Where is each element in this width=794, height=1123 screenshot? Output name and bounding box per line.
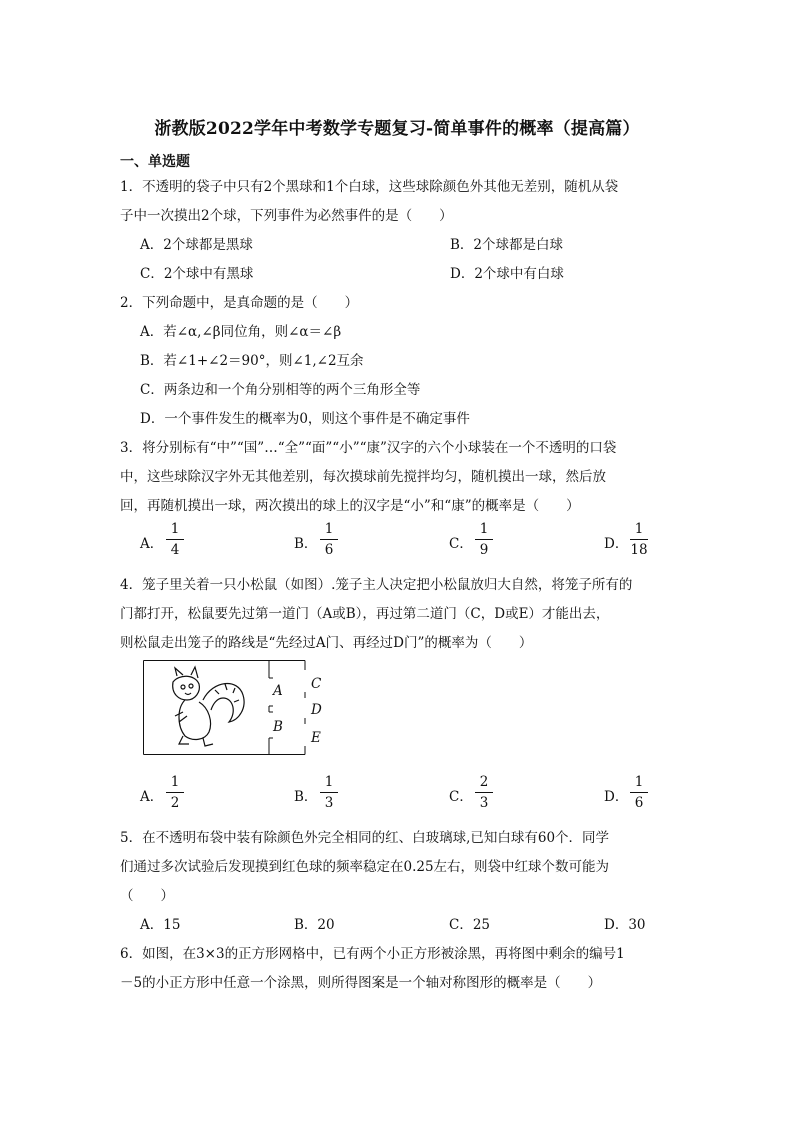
q1-option-a: A．2个球都是黑球 bbox=[140, 237, 253, 253]
q1-option-c: C．2个球中有黑球 bbox=[140, 266, 254, 282]
q4-stem-line3: 则松鼠走出笼子的路线是“先经过A门、再经过D门”的概率为（ ） bbox=[120, 635, 533, 651]
option-label: D． bbox=[604, 789, 629, 805]
fraction bbox=[475, 773, 493, 812]
fraction-bar bbox=[320, 792, 338, 793]
fraction-bar bbox=[320, 539, 338, 540]
fraction-numerator: 1 bbox=[170, 521, 180, 537]
door-label-b: B bbox=[273, 719, 283, 735]
q5-stem-line2: 们通过多次试验后发现摸到红色球的频率稳定在0.25左右，则袋中红球个数可能为 bbox=[120, 859, 610, 875]
fraction-denominator: 3 bbox=[479, 795, 489, 811]
fraction-bar bbox=[166, 539, 184, 540]
fraction-denominator: 18 bbox=[630, 542, 648, 558]
q5-stem-line3: （ ） bbox=[120, 888, 174, 904]
fraction-bar bbox=[475, 539, 493, 540]
option-label: B． bbox=[294, 789, 318, 805]
fraction-numerator: 1 bbox=[634, 521, 644, 537]
section-heading: 一、单选题 bbox=[120, 154, 190, 170]
q5-option-b: B．20 bbox=[294, 917, 335, 933]
fraction-numerator: 1 bbox=[634, 774, 644, 790]
fraction bbox=[630, 520, 648, 559]
option-label: D． bbox=[604, 536, 629, 552]
option-label: C． bbox=[449, 789, 473, 805]
door-label-c: C bbox=[311, 676, 322, 692]
q1-stem-line1: 1．不透明的袋子中只有2个黑球和1个白球，这些球除颜色外其他无差别，随机从袋 bbox=[120, 179, 619, 195]
q3-stem-line2: 中，这些球除汉字外无其他差别，每次摸球前先搅拌均匀，随机摸出一球，然后放 bbox=[120, 469, 606, 485]
fraction-denominator: 9 bbox=[479, 542, 489, 558]
option-label: A． bbox=[140, 789, 164, 805]
q4-stem-line1: 4．笼子里关着一只小松鼠（如图）.笼子主人决定把小松鼠放归大自然，将笼子所有的 bbox=[120, 577, 633, 593]
fraction bbox=[166, 773, 184, 812]
cage-diagram bbox=[143, 660, 333, 755]
fraction-numerator: 1 bbox=[479, 521, 489, 537]
fraction-denominator: 2 bbox=[170, 795, 180, 811]
q1-stem-line2: 子中一次摸出2个球，下列事件为必然事件的是（ ） bbox=[120, 208, 453, 224]
q2-stem: 2．下列命题中，是真命题的是（ ） bbox=[120, 295, 359, 311]
q4-stem-line2: 门都打开，松鼠要先过第一道门（A或B），再过第二道门（C，D或E）才能出去， bbox=[120, 606, 610, 622]
option-label: A． bbox=[140, 536, 164, 552]
q1-option-b: B．2个球都是白球 bbox=[450, 237, 564, 253]
q5-option-c: C．25 bbox=[449, 917, 491, 933]
fraction bbox=[320, 520, 338, 559]
fraction-denominator: 4 bbox=[170, 542, 180, 558]
q5-stem-line1: 5．在不透明布袋中装有除颜色外完全相同的红、白玻璃球,已知白球有60个．同学 bbox=[120, 830, 610, 846]
q2-option-a: A．若∠α,∠β同位角，则∠α＝∠β bbox=[140, 324, 342, 340]
squirrel-cage-figure bbox=[143, 660, 333, 755]
page-title: 浙教版2022学年中考数学专题复习-简单事件的概率（提高篇） bbox=[154, 119, 640, 139]
q2-option-c: C．两条边和一个角分别相等的两个三角形全等 bbox=[140, 382, 421, 398]
fraction-bar bbox=[166, 792, 184, 793]
q6-stem-line1: 6．如图，在3×3的正方形网格中，已有两个小正方形被涂黑，再将图中剩余的编号1 bbox=[120, 946, 625, 962]
fraction bbox=[630, 773, 648, 812]
fraction-denominator: 6 bbox=[634, 795, 644, 811]
fraction-numerator: 1 bbox=[170, 774, 180, 790]
q6-stem-line2: －5的小正方形中任意一个涂黑，则所得图案是一个轴对称图形的概率是（ ） bbox=[120, 975, 602, 991]
squirrel-icon bbox=[173, 667, 244, 746]
fraction-denominator: 3 bbox=[324, 795, 334, 811]
fraction-denominator: 6 bbox=[324, 542, 334, 558]
fraction-numerator: 2 bbox=[479, 774, 489, 790]
fraction bbox=[320, 773, 338, 812]
q1-option-d: D．2个球中有白球 bbox=[450, 266, 564, 282]
option-label: B． bbox=[294, 536, 318, 552]
fraction-numerator: 1 bbox=[324, 774, 334, 790]
fraction-bar bbox=[630, 792, 648, 793]
q3-stem-line1: 3．将分别标有“中”“国”…“全”“面”“小”“康”汉字的六个小球装在一个不透明的口袋 bbox=[120, 440, 617, 456]
fraction bbox=[475, 520, 493, 559]
q2-option-b: B．若∠1+∠2＝90°，则∠1,∠2互余 bbox=[140, 353, 364, 369]
q5-option-a: A．15 bbox=[140, 917, 181, 933]
fraction-bar bbox=[475, 792, 493, 793]
q2-option-d: D．一个事件发生的概率为0，则这个事件是不确定事件 bbox=[140, 411, 470, 427]
option-label: C． bbox=[449, 536, 473, 552]
q3-stem-line3: 回，再随机摸出一球，两次摸出的球上的汉字是“小”和“康”的概率是（ ） bbox=[120, 498, 580, 514]
door-label-d: D bbox=[311, 702, 322, 718]
fraction bbox=[166, 520, 184, 559]
door-label-a: A bbox=[273, 683, 283, 699]
fraction-numerator: 1 bbox=[324, 521, 334, 537]
door-label-e: E bbox=[311, 730, 321, 746]
fraction-bar bbox=[630, 539, 648, 540]
q5-option-d: D．30 bbox=[604, 917, 646, 933]
